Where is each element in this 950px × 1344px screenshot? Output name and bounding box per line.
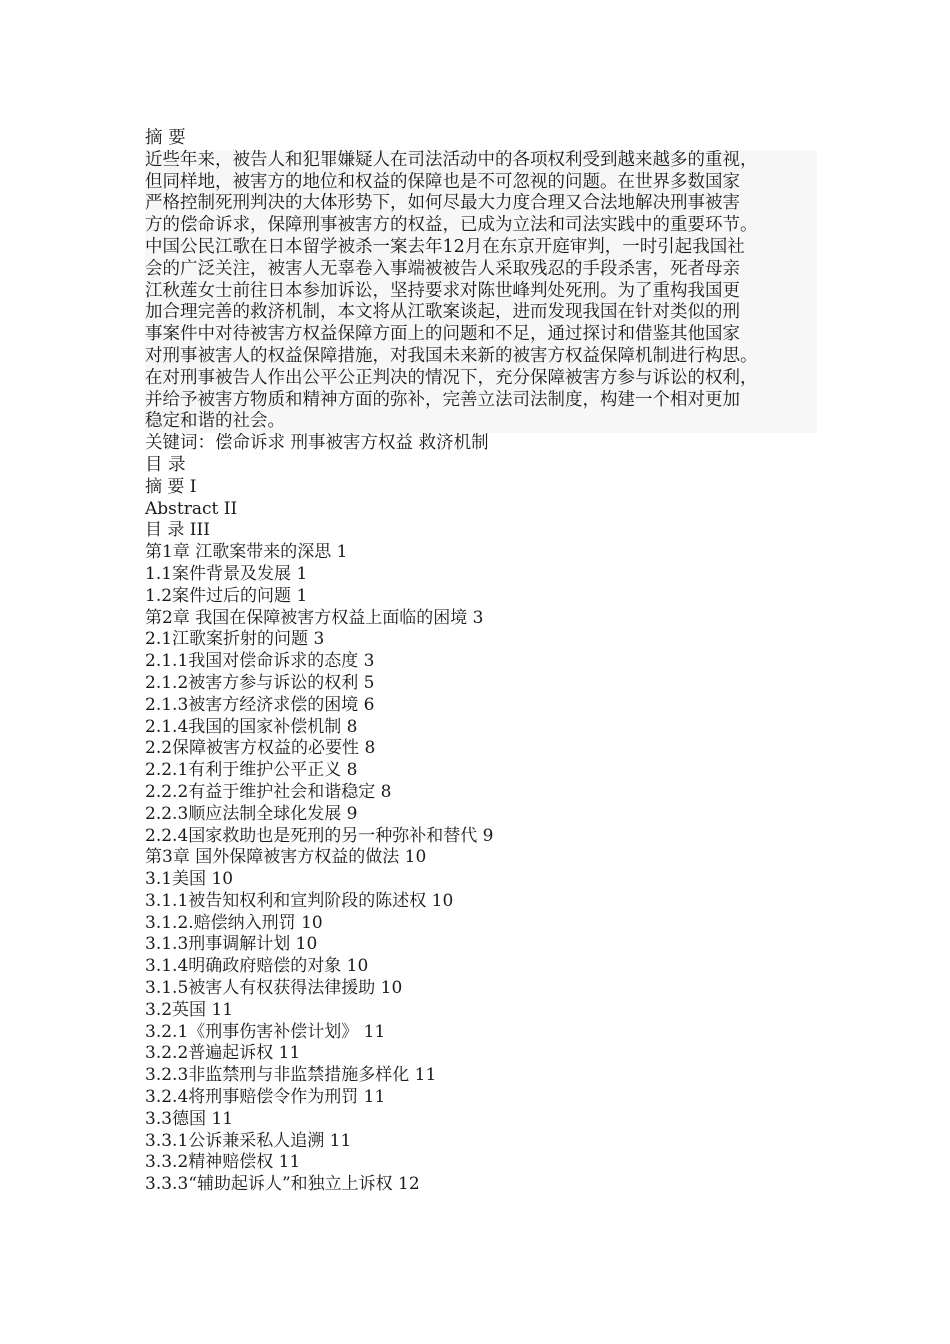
abstract-line: 严格控制死刑判决的大体形势下，如何尽最大力度合理又合法地解决刑事被害 bbox=[145, 193, 740, 214]
toc-entry: 摘 要 I bbox=[145, 476, 197, 497]
toc-entry: 第2章 我国在保障被害方权益上面临的困境 3 bbox=[145, 607, 484, 628]
toc-entry: 2.2.1有利于维护公平正义 8 bbox=[145, 760, 358, 781]
abstract-line: 中国公民江歌在日本留学被杀一案去年12月在东京开庭审判，一时引起我国社 bbox=[145, 236, 745, 257]
table-of-contents bbox=[145, 477, 825, 1196]
toc-entry: 3.3.2精神赔偿权 11 bbox=[145, 1152, 301, 1173]
abstract-line: 近些年来，被告人和犯罪嫌疑人在司法活动中的各项权利受到越来越多的重视， bbox=[145, 149, 758, 170]
toc-entry: 2.1.2被害方参与诉讼的权利 5 bbox=[145, 672, 375, 693]
toc-entry: 2.2.3顺应法制全球化发展 9 bbox=[145, 803, 358, 824]
toc-entry: 2.2.2有益于维护社会和谐稳定 8 bbox=[145, 781, 392, 802]
abstract-line: 对刑事被害人的权益保障措施，对我国未来新的被害方权益保障机制进行构思。 bbox=[145, 345, 758, 366]
abstract-line: 加合理完善的救济机制，本文将从江歌案谈起，进而发现我国在针对类似的刑 bbox=[145, 302, 740, 323]
toc-entry: 2.1江歌案折射的问题 3 bbox=[145, 629, 325, 650]
abstract-line: 江秋莲女士前往日本参加诉讼，坚持要求对陈世峰判处死刑。为了重构我国更 bbox=[145, 280, 740, 301]
toc-entry: 3.2英国 11 bbox=[145, 999, 234, 1020]
abstract-line: 稳定和谐的社会。 bbox=[145, 411, 285, 432]
abstract-heading: 摘 要 bbox=[145, 128, 186, 148]
toc-entry: 目 录 III bbox=[145, 520, 210, 541]
toc-entry: 2.1.1我国对偿命诉求的态度 3 bbox=[145, 651, 375, 672]
abstract-line: 事案件中对待被害方权益保障方面上的问题和不足，通过探讨和借鉴其他国家 bbox=[145, 324, 740, 345]
toc-entry: 2.1.3被害方经济求偿的困境 6 bbox=[145, 694, 375, 715]
toc-entry: 3.2.4将刑事赔偿令作为刑罚 11 bbox=[145, 1087, 386, 1108]
keywords-line: 关键词：偿命诉求 刑事被害方权益 救济机制 bbox=[145, 433, 489, 454]
toc-entry: 3.1.3刑事调解计划 10 bbox=[145, 934, 318, 955]
toc-entry: Abstract II bbox=[145, 498, 238, 519]
toc-entry: 3.1.5被害人有权获得法律援助 10 bbox=[145, 978, 403, 999]
toc-entry: 第1章 江歌案带来的深思 1 bbox=[145, 542, 348, 563]
abstract-line: 会的广泛关注，被害人无辜卷入事端被被告人采取残忍的手段杀害，死者母亲 bbox=[145, 258, 740, 279]
toc-entry: 2.2.4国家救助也是死刑的另一种弥补和替代 9 bbox=[145, 825, 494, 846]
toc-entry: 2.1.4我国的国家补偿机制 8 bbox=[145, 716, 358, 737]
toc-heading: 目 录 bbox=[145, 454, 186, 475]
abstract-line: 方的偿命诉求，保障刑事被害方的权益，已成为立法和司法实践中的重要环节。 bbox=[145, 215, 758, 236]
abstract-body bbox=[145, 150, 817, 433]
abstract-line: 并给予被害方物质和精神方面的弥补，完善立法司法制度，构建一个相对更加 bbox=[145, 389, 740, 410]
toc-entry: 1.1案件背景及发展 1 bbox=[145, 563, 308, 584]
abstract-line: 但同样地，被害方的地位和权益的保障也是不可忽视的问题。在世界多数国家 bbox=[145, 171, 740, 192]
toc-entry: 3.1.2.赔偿纳入刑罚 10 bbox=[145, 912, 323, 933]
toc-entry: 3.1.1被告知权利和宣判阶段的陈述权 10 bbox=[145, 890, 454, 911]
toc-entry: 第3章 国外保障被害方权益的做法 10 bbox=[145, 847, 427, 868]
toc-entry: 3.3德国 11 bbox=[145, 1108, 234, 1129]
document-page bbox=[145, 128, 825, 1196]
toc-entry: 1.2案件过后的问题 1 bbox=[145, 585, 308, 606]
toc-entry: 2.2保障被害方权益的必要性 8 bbox=[145, 738, 376, 759]
toc-entry: 3.3.3“辅助起诉人”和独立上诉权 12 bbox=[145, 1174, 420, 1195]
toc-entry: 3.1美国 10 bbox=[145, 869, 234, 890]
toc-entry: 3.2.1《刑事伤害补偿计划》 11 bbox=[145, 1021, 386, 1042]
abstract-line: 在对刑事被告人作出公平公正判决的情况下，充分保障被害方参与诉讼的权利， bbox=[145, 367, 758, 388]
toc-entry: 3.2.2普遍起诉权 11 bbox=[145, 1043, 301, 1064]
toc-entry: 3.3.1公诉兼采私人追溯 11 bbox=[145, 1130, 352, 1151]
toc-entry: 3.1.4明确政府赔偿的对象 10 bbox=[145, 956, 369, 977]
toc-entry: 3.2.3非监禁刑与非监禁措施多样化 11 bbox=[145, 1065, 437, 1086]
